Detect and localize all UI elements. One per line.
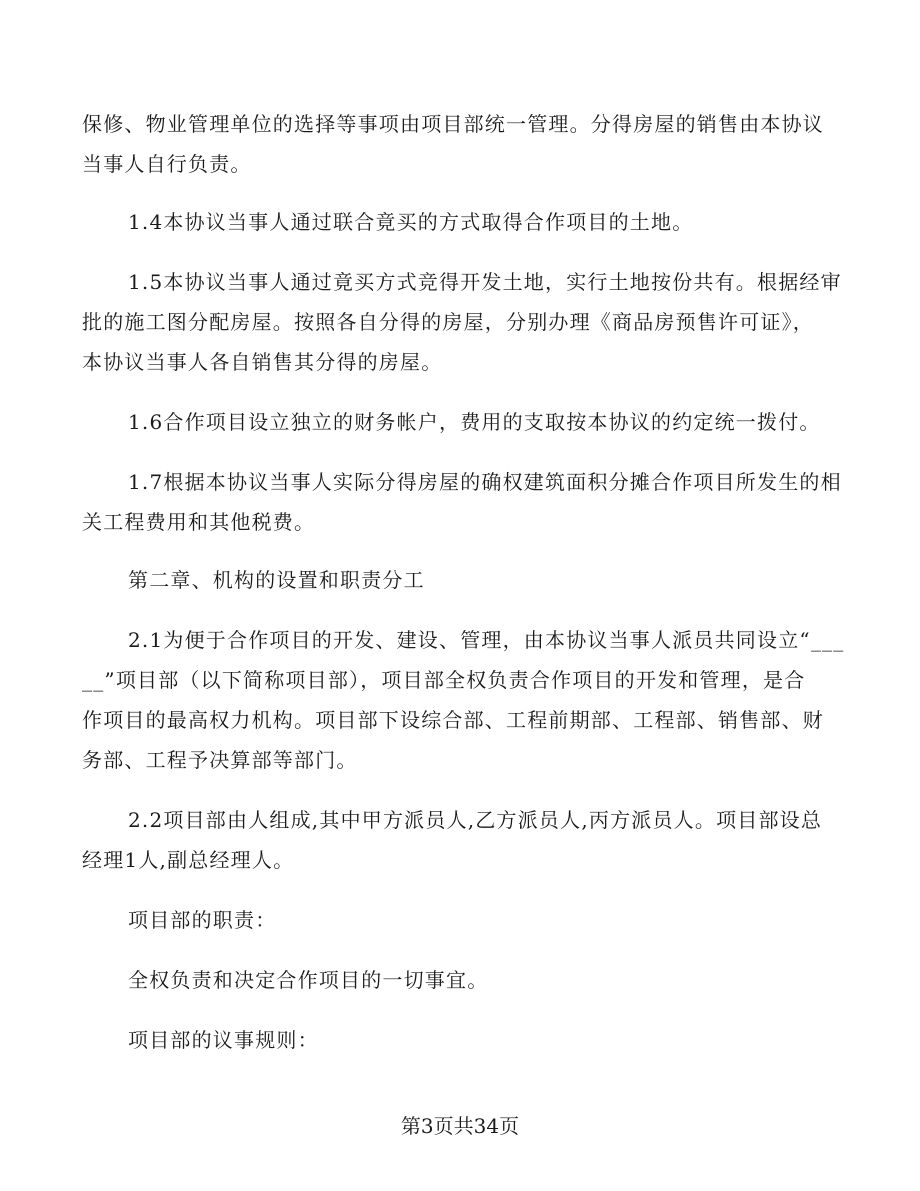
paragraph-duties-content — [128, 960, 842, 1000]
paragraph-clause-2-1 — [82, 620, 845, 780]
text-line: 务部、工程予决算部等部门。 — [82, 748, 358, 772]
paragraph-clause-1-4 — [128, 202, 842, 242]
paragraph-rules-heading — [128, 1020, 842, 1060]
text-line: 批的施工图分配房屋。按照各自分得的房屋，分别办理《商品房预售许可证》， — [82, 310, 814, 334]
text-line: 项目部的议事规则： — [128, 1028, 319, 1052]
chapter-heading — [128, 560, 842, 600]
text-line: 第二章、机构的设置和职责分工 — [128, 568, 425, 592]
text-line: 当事人自行负责。 — [82, 152, 252, 176]
paragraph-duties-heading — [128, 900, 842, 940]
text-line: 2.1为便于合作项目的开发、建设、管理，由本协议当事人派员共同设立“___ — [128, 628, 845, 652]
paragraph-clause-1-7 — [82, 462, 842, 542]
text-line: 1.5本协议当事人通过竟买方式竞得开发土地，实行土地按份共有。根据经审 — [128, 270, 842, 294]
paragraph-clause-2-2 — [82, 800, 842, 880]
text-line: 1.4本协议当事人通过联合竟买的方式取得合作项目的土地。 — [128, 210, 694, 234]
paragraph-property-management — [82, 104, 842, 184]
text-line: 项目部的职责： — [128, 908, 277, 932]
text-line: 2.2项目部由人组成,其中甲方派员人,乙方派员人,丙方派员人。项目部设总 — [128, 808, 823, 832]
text-line: 全权负责和决定合作项目的一切事宜。 — [128, 968, 489, 992]
text-line: __”项目部（以下简称项目部），项目部全权负责合作项目的开发和管理，是合 — [82, 668, 806, 692]
text-line: 保修、物业管理单位的选择等事项由项目部统一管理。分得房屋的销售由本协议 — [82, 112, 824, 136]
paragraph-clause-1-6 — [128, 402, 842, 442]
text-line: 作项目的最高权力机构。项目部下设综合部、工程前期部、工程部、销售部、财 — [82, 708, 824, 732]
text-line: 关工程费用和其他税费。 — [82, 510, 316, 534]
paragraph-clause-1-5 — [82, 262, 842, 382]
text-line: 经理1人,副总经理人。 — [82, 848, 295, 872]
text-line: 1.7根据本协议当事人实际分得房屋的确权建筑面积分摊合作项目所发生的相 — [128, 470, 842, 494]
text-line: 1.6合作项目设立独立的财务帐户，费用的支取按本协议的约定统一拨付。 — [128, 410, 821, 434]
text-line: 本协议当事人各自销售其分得的房屋。 — [82, 350, 443, 374]
page-number-footer: 第3页共34页 — [400, 1114, 520, 1138]
